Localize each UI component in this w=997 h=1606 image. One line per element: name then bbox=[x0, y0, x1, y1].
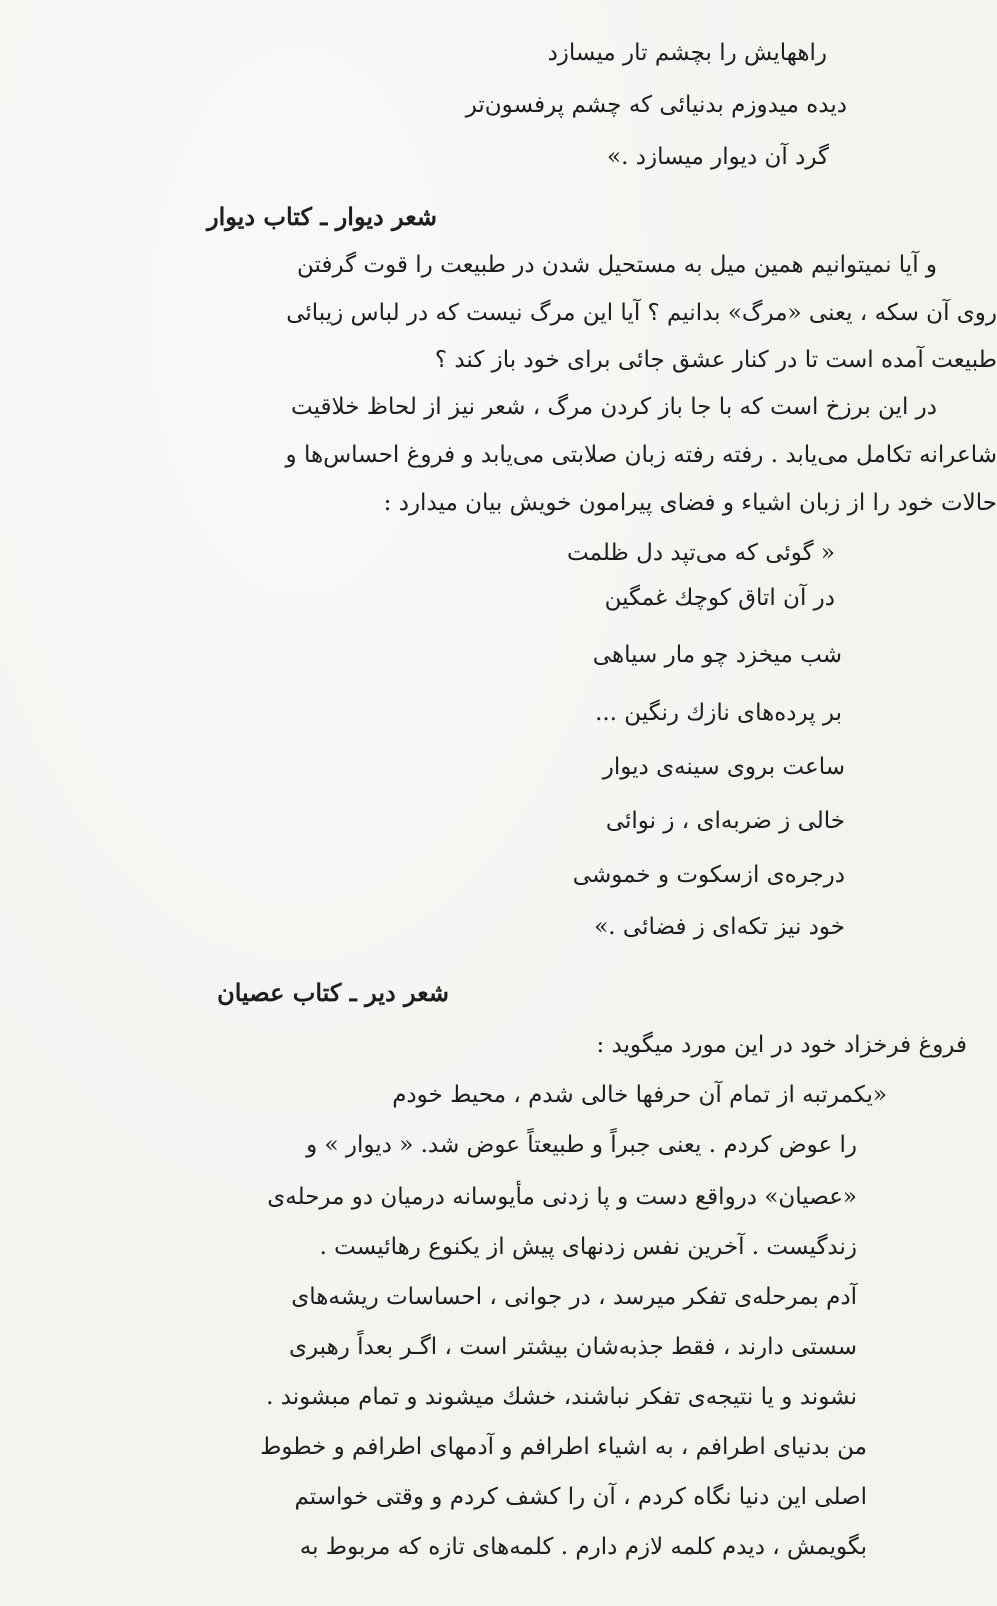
poem-line: در آن اتاق کوچك غمگین bbox=[604, 585, 835, 611]
quote-line: سستی دارند ، فقط جذبه‌شان بیشتر است ، اگـر بعداً رهبری bbox=[288, 1334, 857, 1360]
poem-line: درجره‌ی ازسکوت و خموشی bbox=[572, 862, 845, 888]
quote-line: آدم بمرحله‌ی تفکر میرسد ، در جوانی ، احساسات ریشه‌های bbox=[291, 1284, 857, 1310]
body-line: طبیعت آمده است تا در کنار عشق جائی برای خود باز کند ؟ bbox=[434, 347, 997, 373]
quote-line: اصلی این دنیا نگاه کردم ، آن را کشف کردم و وقتی خواستم bbox=[294, 1484, 867, 1510]
quote-line: من بدنیای اطرافم ، به اشیاء اطرافم و آدمهای اطرافم و خطوط bbox=[260, 1434, 867, 1460]
quote-line: «عصیان» درواقع دست و پا زدنی مأیوسانه درمیان دو مرحله‌ی bbox=[267, 1184, 857, 1210]
body-line: روی آن سکه ، یعنی «مرگ» بدانیم ؟ آیا این مرگ نیست که در لباس زیبائی bbox=[286, 300, 997, 326]
body-line: در این برزخ است که با جا باز کردن مرگ ، شعر نیز از لحاظ خلاقیت bbox=[290, 394, 937, 420]
top-poem-line: گرد آن دیوار میسازد .» bbox=[607, 144, 829, 170]
poem-line: ساعت بروی سینه‌ی دیوار bbox=[602, 754, 845, 780]
top-poem-line: دیده میدوزم بدنیائی که چشم پرفسون‌تر bbox=[465, 92, 847, 118]
quote-line: نشوند و یا نتیجه‌ی تفکر نباشند، خشك میشوند و تمام مبشوند . bbox=[266, 1384, 857, 1410]
poem-line: خالی ز ضربه‌ای ، ز نوائی bbox=[605, 808, 845, 834]
poem-line: بر پرده‌های نازك رنگین ... bbox=[595, 700, 842, 726]
body-line: شاعرانه تکامل می‌یابد . رفته رفته زبان صلابتی می‌یابد و فروغ احساس‌ها و bbox=[285, 442, 997, 468]
section-heading: شعر دیوار ـ کتاب دیوار bbox=[206, 202, 437, 231]
body-line: حالات خود را از زبان اشیاء و فضای پیرامون خویش بیان میدارد : bbox=[383, 490, 997, 516]
section-heading: شعر دیر ـ کتاب عصیان bbox=[217, 978, 449, 1007]
body-line: و آیا نمیتوانیم همین میل به مستحیل شدن در طبیعت را قوت گرفتن bbox=[297, 252, 937, 278]
body-line: فروغ فرخزاد خود در این مورد میگوید : bbox=[596, 1032, 967, 1058]
poem-line: « گوئی که می‌تپد دل ظلمت bbox=[567, 540, 835, 566]
poem-line: شب میخزد چو مار سیاهی bbox=[592, 642, 842, 668]
poem-line: خود نیز تکه‌ای ز فضائی .» bbox=[594, 914, 845, 940]
quote-line: زندگیست . آخرین نفس زدنهای پیش از یکنوع رهائیست . bbox=[319, 1234, 857, 1260]
quote-line: «یکمرتبه از تمام آن حرفها خالی شدم ، محیط خودم bbox=[392, 1082, 887, 1108]
quote-line: را عوض کردم . یعنی جبراً و طبیعتاً عوض شد. « دیوار » و bbox=[306, 1132, 857, 1158]
quote-line: بگویمش ، دیدم کلمه لازم دارم . کلمه‌های تازه که مربوط به bbox=[299, 1534, 867, 1560]
top-poem-line: راههایش را بچشم تار میسازد bbox=[547, 40, 827, 66]
